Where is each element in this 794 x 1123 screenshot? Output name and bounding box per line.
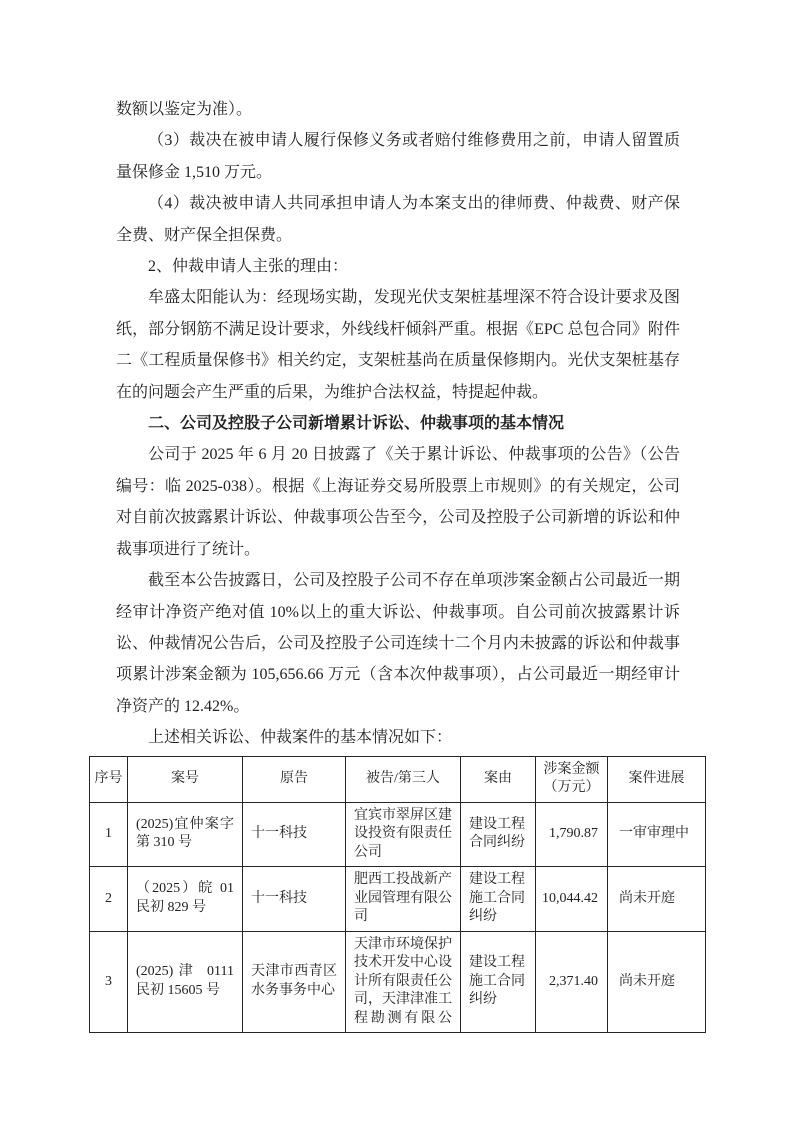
column-header-progress: 案件进展 [608,756,706,802]
cases-table [89,756,706,1034]
cell-index: 2 [90,867,128,932]
paragraph-continuation: 数额以鉴定为准）。 [116,101,253,118]
cell-cause: 建设工程施工合同纠纷 [461,867,536,932]
cell-plaintiff: 天津市西青区水务事务中心 [243,931,346,1033]
table-row [90,867,706,932]
cell-amount: 10,044.42 [536,867,608,932]
cell-defendant: 宜宾市翠屏区建设投资有限责任公司 [346,802,461,867]
cell-defendant: 天津市环境保护技术开发中心设计所有限责任公司，天津津准工程勘测有限公 [346,931,461,1033]
cell-plaintiff: 十一科技 [243,802,346,867]
cell-progress: 尚未开庭 [608,931,706,1033]
paragraph-claim-reason-body: 牟盛太阳能认为：经现场实勘，发现光伏支架桩基埋深不符合设计要求及图纸，部分钢筋不满足设计要求，外线线杆倾斜严重。根据《EPC 总包合同》附件二《工程质量保修书》相关约定，支架桩基尚在质量保修期内。光伏支架桩基存在的问题会产生严重的后果，为维护合法权益，特提起仲裁。 [116,289,680,401]
cell-index: 1 [90,802,128,867]
paragraph-award-item-4: （4）裁决被申请人共同承担申请人为本案支出的律师费、仲裁费、财产保全费、财产保全担保费。 [116,195,680,244]
cell-index: 3 [90,931,128,1033]
paragraph-claim-reason-heading: 2、仲裁申请人主张的理由： [148,258,349,276]
cell-amount: 1,790.87 [536,802,608,867]
document-content [94,94,689,1033]
cell-amount: 2,371.40 [536,931,608,1033]
cell-progress: 一审审理中 [608,802,706,867]
cell-case-number: (2025)津 0111 民初 15605 号 [128,931,243,1033]
table-header-row [90,756,706,802]
cell-case-number: （2025）皖 01 民初 829 号 [128,867,243,932]
cell-progress: 尚未开庭 [608,867,706,932]
column-header-defendant: 被告/第三人 [346,756,461,802]
table-row [90,802,706,867]
cell-plaintiff: 十一科技 [243,867,346,932]
paragraph-cumulative-amount: 截至本公告披露日，公司及控股子公司不存在单项涉案金额占公司最近一期经审计净资产绝对值 10%以上的重大诉讼、仲裁事项。自公司前次披露累计诉讼、仲裁情况公告后，公司及控股子公司连续十二个月内未披露的诉讼和仲裁事项累计涉案金额为 105,656.66 万元（含本次仲裁事项），占公司最近一期经审计净资产的 12.42%。 [116,572,680,715]
cell-case-number: (2025)宜仲案字第 310 号 [128,802,243,867]
column-header-index: 序号 [90,756,128,802]
cell-defendant: 肥西工投战新产业园管理有限公司 [346,867,461,932]
column-header-cause: 案由 [461,756,536,802]
section-heading-2: 二、公司及控股子公司新增累计诉讼、仲裁事项的基本情况 [148,415,565,433]
column-header-case-number: 案号 [128,756,243,802]
column-header-plaintiff: 原告 [243,756,346,802]
cell-cause: 建设工程合同纠纷 [461,802,536,867]
column-header-amount: 涉案金额（万元） [536,756,608,802]
paragraph-table-intro: 上述相关诉讼、仲裁案件的基本情况如下： [148,729,453,747]
cell-cause: 建设工程施工合同纠纷 [461,931,536,1033]
paragraph-award-item-3: （3）裁决在被申请人履行保修义务或者赔付维修费用之前，申请人留置质量保修金 1,510 万元。 [116,132,680,181]
paragraph-disclosure: 公司于 2025 年 6 月 20 日披露了《关于累计诉讼、仲裁事项的公告》（公告编号：临 2025-038）。根据《上海证券交易所股票上市规则》的有关规定，公司对自前次披露累计诉讼、仲裁事项公告至今，公司及控股子公司新增的诉讼和仲裁事项进行了统计。 [116,446,680,558]
table-row [90,931,706,1033]
